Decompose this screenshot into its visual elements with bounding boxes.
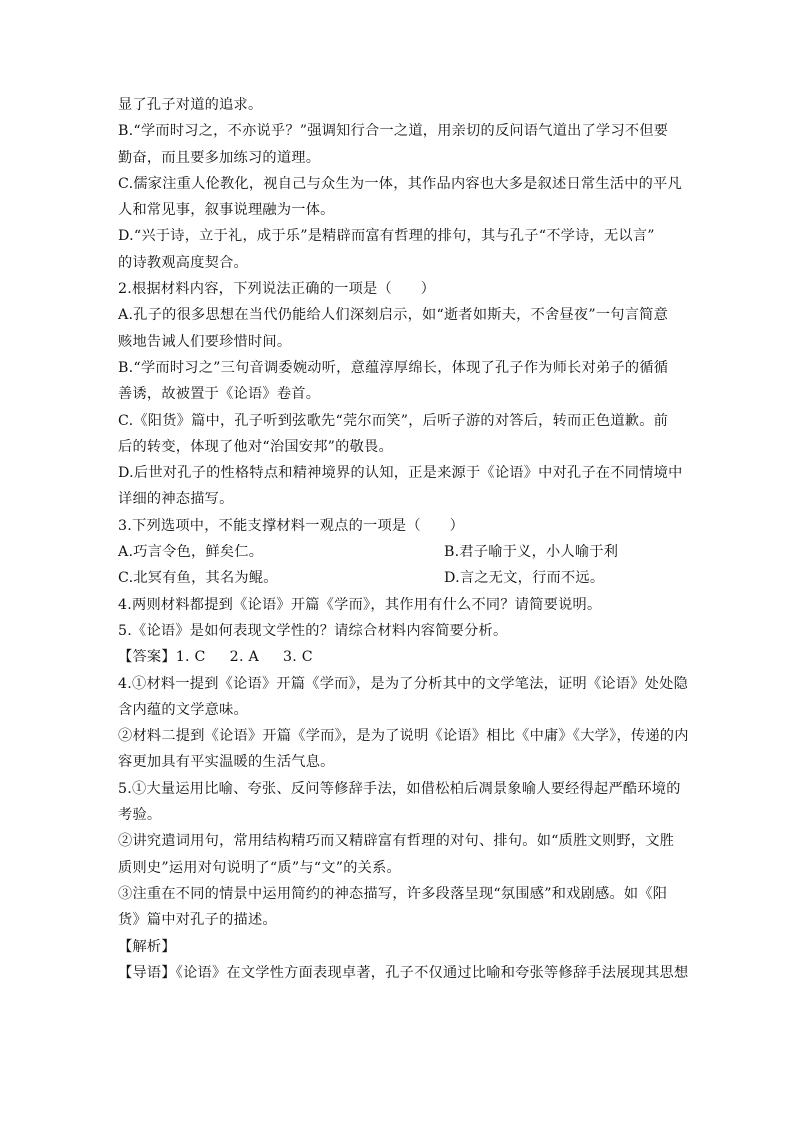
options-row	[118, 539, 678, 565]
question-4: 4.两则材料都提到《论语》开篇《学而》，其作用有什么不同？请简要说明。	[118, 596, 602, 613]
text-line: ③注重在不同的情景中运用简约的神态描写，许多段落呈现“氛围感”和戏剧感。如《阳	[118, 885, 668, 902]
text-line: 【导语】《论语》在文学性方面表现卓著，孔子不仅通过比喻和夸张等修辞手法展现其思想	[118, 964, 689, 981]
text-line: C.儒家注重人伦教化，视自己与众生为一体，其作品内容也大多是叙述日常生活中的平凡	[118, 175, 682, 192]
text-line: 质则史”运用对句说明了“质”与“文”的关系。	[118, 859, 401, 876]
text-line: 赅地告诫人们要珍惜时间。	[118, 333, 292, 350]
answer-3: 3. C	[282, 649, 313, 666]
options-row	[118, 565, 678, 591]
text-line: 显了孔子对道的追求。	[118, 97, 263, 113]
analysis-heading: 【解析】	[118, 938, 176, 955]
text-line: ②讲究遣词用句，常用结构精巧而又精辟富有哲理的对句、排句。如“质胜文则野，文胜	[118, 833, 675, 850]
text-line: 的诗教观高度契合。	[118, 254, 248, 271]
text-line: 人和常见事，叙事说理融为一体。	[118, 202, 335, 219]
option-b: B.君子喻于义，小人喻于利	[444, 544, 619, 561]
question-2: 2.根据材料内容，下列说法正确的一项是（ ）	[118, 281, 436, 298]
option-c: C.北冥有鱼，其名为鲲。	[118, 570, 278, 587]
text-line: D.“兴于诗，立于礼，成于乐”是精辟而富有哲理的排句，其与孔子“不学诗，无以言”	[118, 228, 655, 245]
text-line: B.“学而时习之”三句音调委婉动听，意蕴淳厚绵长，体现了孔子作为师长对弟子的循循	[118, 359, 669, 376]
text-line: 5.①大量运用比喻、夸张、反问等修辞手法，如借松柏后凋景象喻人要经得起严酷环境的	[118, 780, 681, 797]
text-line: D.后世对孔子的性格特点和精神境界的认知，正是来源于《论语》中对孔子在不同情境中	[118, 465, 683, 482]
text-line: 含内蕴的文学意味。	[118, 701, 248, 718]
answer-label: 【答案】	[118, 649, 176, 666]
text-line: 4.①材料一提到《论语》开篇《学而》，是为了分析其中的文学笔法，证明《论语》处处隐	[118, 675, 689, 692]
text-line: ②材料二提到《论语》开篇《学而》，是为了说明《论语》相比《中庸》《大学》，传递的内	[118, 728, 689, 745]
question-5: 5.《论语》是如何表现文学性的？请综合材料内容简要分析。	[118, 622, 508, 639]
text-line: 后的转变，体现了他对“治国安邦”的敬畏。	[118, 438, 393, 455]
text-line: 勤奋，而且要多加练习的道理。	[118, 149, 321, 166]
text-line: 容更加具有平实温暖的生活气息。	[118, 754, 335, 771]
answer-2: 2. A	[229, 649, 259, 666]
answer-line	[118, 644, 678, 670]
text-line: 详细的神态描写。	[118, 491, 234, 508]
text-line: 考验。	[118, 807, 162, 824]
text-line: B.“学而时习之，不亦说乎？”强调知行合一之道，用亲切的反问语气道出了学习不但要	[118, 123, 669, 140]
document-page	[118, 92, 689, 986]
text-line: C.《阳货》篇中，孔子听到弦歌先“莞尔而笑”，后听子游的对答后，转而正色道歉。前	[118, 412, 669, 429]
text-line: 善诱，故被置于《论语》卷首。	[118, 386, 321, 403]
answer-1: 1. C	[175, 649, 206, 666]
text-line: A.孔子的很多思想在当代仍能给人们深刻启示，如“逝者如斯夫，不舍昼夜”一句言简意	[118, 307, 669, 324]
option-a: A.巧言令色，鲜矣仁。	[118, 544, 264, 561]
text-line: 货》篇中对孔子的描述。	[118, 912, 277, 929]
question-3: 3.下列选项中，不能支撑材料一观点的一项是（ ）	[118, 517, 465, 534]
option-d: D.言之无文，行而不远。	[444, 570, 605, 587]
